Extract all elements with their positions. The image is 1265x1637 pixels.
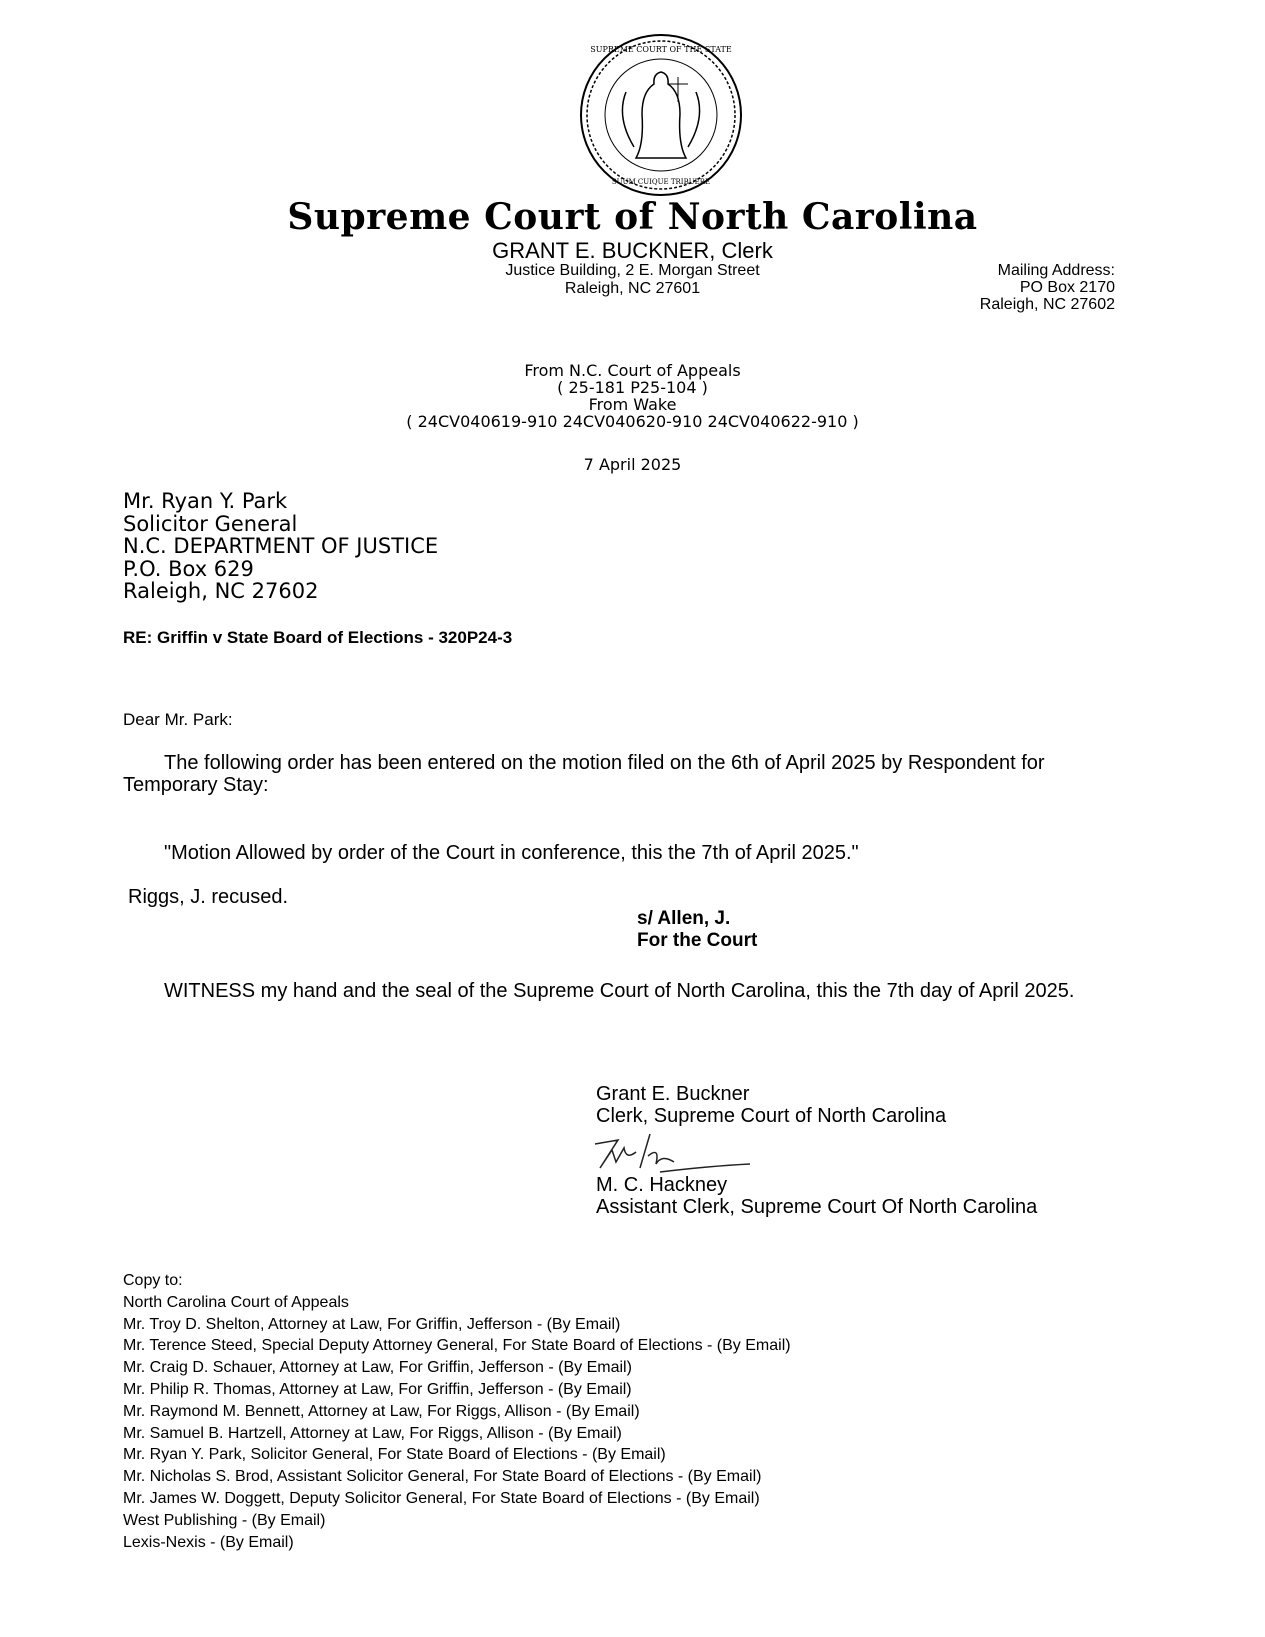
case-origin [0,362,1265,430]
svg-text:SUPREME COURT OF THE STATE: SUPREME COURT OF THE STATE [590,45,732,54]
salutation: Dear Mr. Park: [123,710,233,729]
clerk-signature-name: Grant E. Buckner [596,1083,750,1105]
order-quote: "Motion Allowed by order of the Court in conference, this the 7th of April 2025." [164,842,859,864]
recipient-line: P.O. Box 629 [123,556,254,581]
copy-to-list [123,1270,791,1553]
svg-text:SUUM CUIQUE TRIBUERE: SUUM CUIQUE TRIBUERE [611,178,711,186]
origin-line: ( 25-181 P25-104 ) [557,378,708,397]
clerk-signature-title: Clerk, Supreme Court of North Carolina [596,1105,947,1127]
copy-recipient: Mr. Ryan Y. Park, Solicitor General, For State Board of Elections - (By Email) [123,1446,666,1464]
copy-recipient: Mr. Craig D. Schauer, Attorney at Law, For Griffin, Jefferson - (By Email) [123,1359,632,1377]
copy-recipient: Mr. Samuel B. Hartzell, Attorney at Law, For Riggs, Allison - (By Email) [123,1424,622,1442]
origin-line: From N.C. Court of Appeals [524,361,741,380]
copy-recipient: Mr. Terence Steed, Special Deputy Attorney General, For State Board of Elections - (By Email) [123,1337,791,1355]
for-the-court: For the Court [637,930,758,951]
re-line: RE: Griffin v State Board of Elections - 320P24-3 [123,628,513,647]
clerk-name: GRANT E. BUCKNER, Clerk [492,238,773,263]
order-paragraph: The following order has been entered on the motion filed on the 6th of April 2025 by Respondent for Temporary Stay: [123,752,1045,796]
recusal-note: Riggs, J. recused. [128,886,289,908]
copy-recipient: Mr. Raymond M. Bennett, Attorney at Law, For Riggs, Allison - (By Email) [123,1402,640,1420]
copy-recipient: Mr. Troy D. Shelton, Attorney at Law, For Griffin, Jefferson - (By Email) [123,1315,621,1333]
mailing-city: Raleigh, NC 27602 [979,296,1115,313]
copy-recipient: Mr. Nicholas S. Brod, Assistant Solicitor General, For State Board of Elections - (By Email) [123,1468,762,1486]
copy-recipient: Lexis-Nexis - (By Email) [123,1533,294,1551]
copy-recipient: West Publishing - (By Email) [123,1511,326,1529]
origin-line: ( 24CV040619-910 24CV040620-910 24CV040622-910 ) [406,412,859,431]
witness-paragraph: WITNESS my hand and the seal of the Supreme Court of North Carolina, this the 7th day of April 2025. [164,980,1075,1002]
signed-by: s/ Allen, J. [637,908,731,929]
recipient-line: Mr. Ryan Y. Park [123,489,288,513]
justice-signature [637,908,757,952]
letter-date: 7 April 2025 [583,455,682,474]
mailing-label: Mailing Address: [997,262,1115,279]
origin-line: From Wake [588,395,677,414]
clerk-signature-block [596,1083,946,1127]
court-name: Supreme Court of North Carolina [287,196,978,238]
copy-recipient: Mr. James W. Doggett, Deputy Solicitor General, For State Board of Elections - (By Email) [123,1489,760,1507]
assistant-clerk-block [596,1174,1037,1218]
assistant-clerk-name: M. C. Hackney [596,1174,728,1196]
copy-to-heading: Copy to: [123,1272,183,1289]
recipient-line: Raleigh, NC 27602 [123,579,319,603]
recipient-address [123,490,438,603]
copy-recipient: Mr. Philip R. Thomas, Attorney at Law, For Griffin, Jefferson - (By Email) [123,1380,632,1398]
city-line: Raleigh, NC 27601 [564,280,701,297]
recipient-line: N.C. DEPARTMENT OF JUSTICE [123,534,439,558]
mailing-box: PO Box 2170 [1019,279,1115,296]
recipient-line: Solicitor General [123,511,298,536]
court-seal-icon [578,32,744,198]
assistant-clerk-title: Assistant Clerk, Supreme Court Of North Carolina [596,1196,1038,1218]
street-line: Justice Building, 2 E. Morgan Street [505,262,760,279]
mailing-address [980,262,1115,313]
copy-recipient: North Carolina Court of Appeals [123,1293,349,1311]
